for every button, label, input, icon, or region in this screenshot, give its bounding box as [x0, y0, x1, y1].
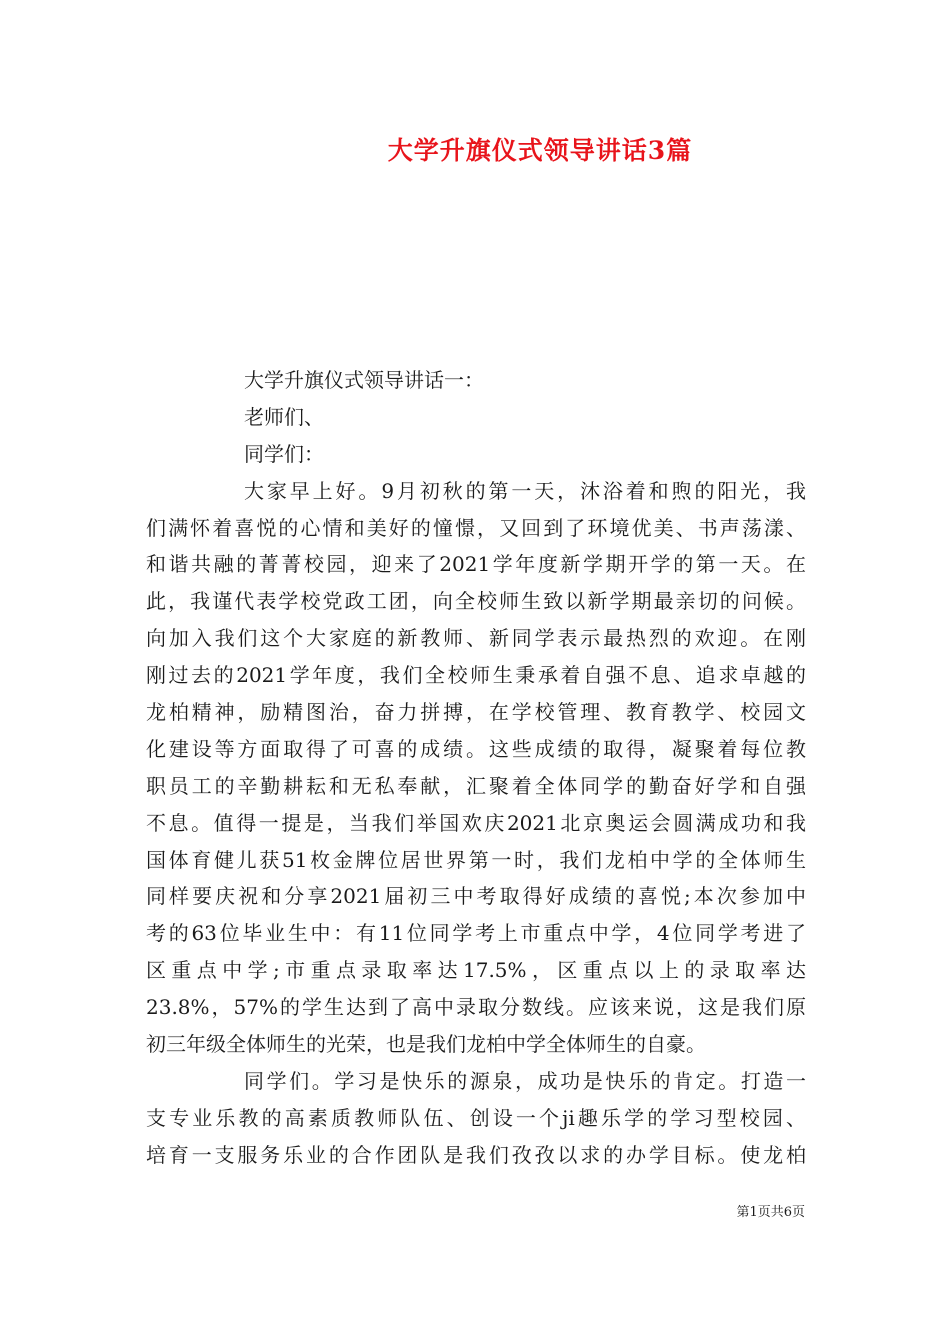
body-line: 们满怀着喜悦的心情和美好的憧憬，又回到了环境优美、书声荡漾、: [146, 515, 806, 540]
body-line: 龙柏精神，励精图治，奋力拼搏，在学校管理、教育教学、校园文: [146, 700, 806, 725]
body-line: 支专业乐教的高素质教师队伍、创设一个ji趣乐学的学习型校园、: [146, 1105, 806, 1130]
body-line: 考的63位毕业生中：有11位同学考上市重点中学，4位同学考进了: [146, 921, 806, 946]
body-line: 初三年级全体师生的光荣，也是我们龙柏中学全体师生的自豪。: [146, 1032, 706, 1057]
body-line: 不息。值得一提是，当我们举国欢庆2021北京奥运会圆满成功和我: [146, 810, 806, 835]
body-line: 化建设等方面取得了可喜的成绩。这些成绩的取得，凝聚着每位教: [146, 736, 806, 761]
salutation-students: 同学们：: [244, 441, 324, 466]
body-line: 刚过去的2021学年度，我们全校师生秉承着自强不息、追求卓越的: [146, 663, 806, 688]
document-body: [146, 362, 806, 1174]
body-line: 培育一支服务乐业的合作团队是我们孜孜以求的办学目标。使龙柏: [146, 1142, 806, 1167]
body-line: 大家早上好。9月初秋的第一天，沐浴着和煦的阳光，我: [244, 478, 806, 503]
body-line: 和谐共融的菁菁校园，迎来了2021学年度新学期开学的第一天。在: [146, 552, 806, 577]
body-line: 区重点中学;市重点录取率达17.5%，区重点以上的录取率达: [146, 958, 806, 983]
body-line: 同学们。学习是快乐的源泉，成功是快乐的肯定。打造一: [244, 1068, 806, 1093]
salutation-heading: 大学升旗仪式领导讲话一：: [244, 368, 484, 392]
document-title: 大学升旗仪式领导讲话3篇: [387, 136, 693, 165]
body-line: 国体育健儿获51枚金牌位居世界第一时，我们龙柏中学的全体师生: [146, 847, 806, 872]
body-line: 职员工的辛勤耕耘和无私奉献，汇聚着全体同学的勤奋好学和自强: [146, 773, 806, 798]
body-line: 23.8%，57%的学生达到了高中录取分数线。应该来说，这是我们原: [146, 995, 806, 1020]
body-line: 同样要庆祝和分享2021届初三中考取得好成绩的喜悦;本次参加中: [146, 884, 806, 909]
body-line: 此，我谨代表学校党政工团，向全校师生致以新学期最亲切的问候。: [146, 589, 806, 614]
page-number: 第1页共6页: [736, 1205, 805, 1220]
salutation-teachers: 老师们、: [244, 404, 324, 429]
body-line: 向加入我们这个大家庭的新教师、新同学表示最热烈的欢迎。在刚: [146, 626, 806, 651]
